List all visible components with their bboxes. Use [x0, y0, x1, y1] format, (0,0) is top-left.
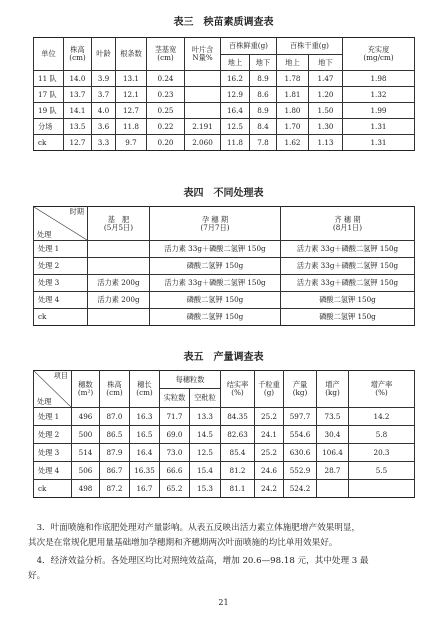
- table-cell: 12.7: [116, 103, 147, 119]
- header-filled: 实粒数: [160, 389, 190, 408]
- table-cell: 630.6: [284, 444, 317, 462]
- table-cell: 25.2: [255, 444, 284, 462]
- corner-item: 项目: [53, 371, 68, 380]
- row-label: 处理 2: [34, 258, 88, 275]
- table-cell: 16.35: [130, 462, 160, 480]
- row-label: 处理 3: [34, 275, 88, 292]
- table-cell: 65.2: [160, 480, 190, 498]
- table-cell: 25.2: [255, 408, 284, 426]
- table-cell: 84.35: [221, 408, 255, 426]
- table-cell: 14.1: [64, 103, 92, 119]
- table-cell: 16.7: [130, 480, 160, 498]
- table-cell: 3.3: [92, 135, 116, 151]
- table-cell: 69.0: [160, 426, 190, 444]
- header-grains: 每穗粒数: [160, 371, 221, 389]
- table-cell: 86.7: [100, 462, 130, 480]
- table-cell: [185, 87, 221, 103]
- table-cell: 66.6: [160, 462, 190, 480]
- table-cell: 8.6: [250, 87, 277, 103]
- header-kgw: 千粒重 (g): [255, 371, 284, 408]
- row-label: ck: [34, 135, 64, 151]
- header-booting: [150, 207, 281, 241]
- table-cell: 554.6: [284, 426, 317, 444]
- table-cell: 16.3: [130, 408, 160, 426]
- table-cell: 81.2: [221, 462, 255, 480]
- table-cell: 498: [72, 480, 100, 498]
- table-cell: 活力素 33g＋磷酸二氢钾 150g: [281, 241, 415, 258]
- table-cell: 24.2: [255, 480, 284, 498]
- table-cell: 4.0: [92, 103, 116, 119]
- table-cell: 1.32: [343, 87, 415, 103]
- table-cell: 20.3: [349, 444, 415, 462]
- table5: [33, 370, 415, 498]
- table-cell: 13.7: [64, 87, 92, 103]
- row-label: 19 队: [34, 103, 64, 119]
- table-cell: 87.2: [100, 480, 130, 498]
- table-cell: 14.5: [190, 426, 221, 444]
- table-row: [34, 135, 415, 151]
- header-base-date: (5月5日): [103, 222, 134, 232]
- table-cell: 82.63: [221, 426, 255, 444]
- table-cell: 1.80: [277, 103, 309, 119]
- corner-treatment: 处理: [37, 230, 52, 240]
- table-cell: [88, 241, 150, 258]
- header-panicles: 穗数 (m²): [72, 371, 100, 408]
- table5-caption: 表五 产量调查表: [183, 352, 264, 363]
- header-empty: 空秕粒: [190, 389, 221, 408]
- table-row: [34, 444, 415, 462]
- table-cell: 514: [72, 444, 100, 462]
- table-cell: 活力素 200g: [88, 275, 150, 292]
- row-label: ck: [34, 309, 88, 326]
- table-cell: [88, 309, 150, 326]
- table-cell: 3.6: [92, 119, 116, 135]
- table-cell: 500: [72, 426, 100, 444]
- header-yield: 产量 (kg): [284, 371, 317, 408]
- table-cell: 597.7: [284, 408, 317, 426]
- table-cell: 活力素 33g＋磷酸二氢钾 150g: [150, 241, 281, 258]
- table-row: [34, 292, 415, 309]
- table-cell: 16.2: [221, 71, 250, 87]
- table-cell: 16.4: [130, 444, 160, 462]
- header-base: [88, 207, 150, 241]
- table-cell: 12.9: [221, 87, 250, 103]
- table-cell: 1.20: [309, 87, 343, 103]
- table-cell: 71.7: [160, 408, 190, 426]
- table-cell: [185, 103, 221, 119]
- table4-corner: [34, 207, 88, 241]
- table-cell: 24.6: [255, 462, 284, 480]
- table-row: [34, 103, 415, 119]
- row-label: 17 队: [34, 87, 64, 103]
- table-cell: 87.9: [100, 444, 130, 462]
- table-cell: 1.98: [343, 71, 415, 87]
- table-cell: 12.5: [190, 444, 221, 462]
- table-row: [34, 275, 415, 292]
- table4: [33, 206, 415, 326]
- table-cell: 24.1: [255, 426, 284, 444]
- header-height: 株高 (cm): [100, 371, 130, 408]
- table-cell: 1.70: [277, 119, 309, 135]
- table-cell: 1.47: [309, 71, 343, 87]
- table-cell: 15.3: [190, 480, 221, 498]
- table-cell: 12.1: [116, 87, 147, 103]
- header-dry-weight: 百株干重(g): [277, 38, 343, 55]
- header-booting-date: (7月7日): [200, 222, 230, 232]
- table-cell: 1.81: [277, 87, 309, 103]
- paragraph-3: [28, 521, 420, 551]
- table-row: [34, 241, 415, 258]
- table-row: [34, 258, 415, 275]
- table-cell: 5.5: [349, 462, 415, 480]
- row-label: 处理 1: [34, 408, 72, 426]
- paragraph-4: [28, 554, 420, 584]
- table4-caption: 表四 不同处理表: [183, 188, 264, 199]
- table-row: [34, 408, 415, 426]
- table-cell: 2.191: [185, 119, 221, 135]
- table3-body: [34, 71, 415, 151]
- table-cell: 14.0: [64, 71, 92, 87]
- table-cell: 1.31: [343, 135, 415, 151]
- table-row: [34, 119, 415, 135]
- header-heading-label: 齐 穗 期: [334, 214, 361, 224]
- table-cell: 1.13: [309, 135, 343, 151]
- row-label: 分场: [34, 119, 64, 135]
- table-cell: 12.5: [221, 119, 250, 135]
- table-cell: [317, 480, 349, 498]
- header-increase-rate: 增产率 (%): [349, 371, 415, 408]
- header-base-label: 基 肥: [107, 214, 130, 224]
- table-cell: 11.8: [116, 119, 147, 135]
- table-cell: 524.2: [284, 480, 317, 498]
- header-dry-below: 地下: [309, 55, 343, 71]
- table-cell: 506: [72, 462, 100, 480]
- table-cell: 7.8: [250, 135, 277, 151]
- header-leaf-n: 叶片含 N量%: [185, 38, 221, 71]
- table-cell: 85.4: [221, 444, 255, 462]
- header-booting-label: 孕 穗 期: [201, 214, 229, 224]
- table-cell: 11.8: [221, 135, 250, 151]
- table-row: [34, 462, 415, 480]
- table-cell: 1.62: [277, 135, 309, 151]
- table-cell: 活力素 33g＋磷酸二氢钾 150g: [281, 275, 415, 292]
- header-fresh-weight: 百株鲜重(g): [221, 38, 277, 55]
- table-cell: 0.20: [147, 135, 185, 151]
- table-cell: 16.5: [130, 426, 160, 444]
- table-cell: 552.9: [284, 462, 317, 480]
- table-cell: 0.22: [147, 119, 185, 135]
- paragraph-4-line-1: 4．经济效益分析。各处理区均比对照纯效益高，增加 20.6—98.18 元，其中处理 3 最: [28, 556, 369, 566]
- row-label: 处理 3: [34, 444, 72, 462]
- table-cell: 13.1: [116, 71, 147, 87]
- table-row: [34, 426, 415, 444]
- header-increase: 增产 (kg): [317, 371, 349, 408]
- table-cell: 1.50: [309, 103, 343, 119]
- table-cell: 13.3: [190, 408, 221, 426]
- table-cell: 13.5: [64, 119, 92, 135]
- header-heading-date: (8月1日): [332, 222, 363, 232]
- table-cell: 8.4: [250, 119, 277, 135]
- table-cell: [185, 71, 221, 87]
- row-label: 处理 4: [34, 462, 72, 480]
- header-fullness: 充实度 (mg/cm): [343, 38, 415, 71]
- table-cell: 1.31: [343, 119, 415, 135]
- paragraph-3-line-2: 其次是在常规化肥用量基础增加孕穗期和齐穗期两次叶面喷施的均比单用效果好。: [28, 538, 338, 548]
- table-row: [34, 480, 415, 498]
- table-cell: 活力素 33g＋磷酸二氢钾 150g: [150, 275, 281, 292]
- table-cell: 1.99: [343, 103, 415, 119]
- table-cell: 81.1: [221, 480, 255, 498]
- row-label: ck: [34, 480, 72, 498]
- table-cell: 2.060: [185, 135, 221, 151]
- page-number: 21: [218, 598, 229, 607]
- table-cell: 活力素 33g＋磷酸二氢钾 150g: [281, 258, 415, 275]
- table-cell: 磷酸二氢钾 150g: [281, 309, 415, 326]
- row-label: 11 队: [34, 71, 64, 87]
- corner-treatment: 处理: [37, 397, 52, 407]
- header-roots: 根条数: [116, 38, 147, 71]
- table3-caption: 表三 秧苗素质调查表: [173, 17, 274, 28]
- table-cell: 496: [72, 408, 100, 426]
- table-cell: 87.0: [100, 408, 130, 426]
- table-cell: 磷酸二氢钾 150g: [150, 258, 281, 275]
- table-cell: 8.9: [250, 103, 277, 119]
- header-fresh-above: 地上: [221, 55, 250, 71]
- table-cell: 73.0: [160, 444, 190, 462]
- paragraph-3-line-1: 3．叶面喷施和作底肥处理对产量影响。从表五反映出活力素立体施肥增产效果明显，: [28, 523, 361, 533]
- table-cell: 5.8: [349, 426, 415, 444]
- table-cell: 3.7: [92, 87, 116, 103]
- table-cell: 86.5: [100, 426, 130, 444]
- header-stem-width: 茎基宽 (cm): [147, 38, 185, 71]
- table-cell: 3.9: [92, 71, 116, 87]
- header-panicle-length: 穗长 (cm): [130, 371, 160, 408]
- table-cell: 30.4: [317, 426, 349, 444]
- table-cell: 0.24: [147, 71, 185, 87]
- table-cell: 15.4: [190, 462, 221, 480]
- table-row: [34, 309, 415, 326]
- table4-body: [34, 241, 415, 326]
- table-cell: 活力素 200g: [88, 292, 150, 309]
- table-cell: 106.4: [317, 444, 349, 462]
- table-row: [34, 71, 415, 87]
- paragraph-4-line-2: 好。: [28, 571, 46, 581]
- row-label: 处理 4: [34, 292, 88, 309]
- header-fresh-below: 地下: [250, 55, 277, 71]
- table-row: [34, 87, 415, 103]
- corner-period: 时期: [69, 207, 84, 216]
- table-cell: 0.23: [147, 87, 185, 103]
- table-cell: 73.5: [317, 408, 349, 426]
- table-cell: 9.7: [116, 135, 147, 151]
- table-cell: 0.25: [147, 103, 185, 119]
- header-height: 株高 (cm): [64, 38, 92, 71]
- header-heading: [281, 207, 415, 241]
- header-unit: 单位: [34, 38, 64, 71]
- table-cell: 磷酸二氢钾 150g: [281, 292, 415, 309]
- table5-corner: [34, 371, 72, 408]
- table-cell: [349, 480, 415, 498]
- table-cell: 磷酸二氢钾 150g: [150, 309, 281, 326]
- table-cell: 28.7: [317, 462, 349, 480]
- table-cell: 磷酸二氢钾 150g: [150, 292, 281, 309]
- row-label: 处理 2: [34, 426, 72, 444]
- table-cell: 1.78: [277, 71, 309, 87]
- table-cell: [88, 258, 150, 275]
- table-cell: 16.4: [221, 103, 250, 119]
- table3: [33, 37, 415, 151]
- row-label: 处理 1: [34, 241, 88, 258]
- table5-body: [34, 408, 415, 498]
- table-cell: 14.2: [349, 408, 415, 426]
- table-cell: 12.7: [64, 135, 92, 151]
- header-seed-set: 结实率 (%): [221, 371, 255, 408]
- table-cell: 8.9: [250, 71, 277, 87]
- table-cell: 1.30: [309, 119, 343, 135]
- header-dry-above: 地上: [277, 55, 309, 71]
- header-leafage: 叶龄: [92, 38, 116, 71]
